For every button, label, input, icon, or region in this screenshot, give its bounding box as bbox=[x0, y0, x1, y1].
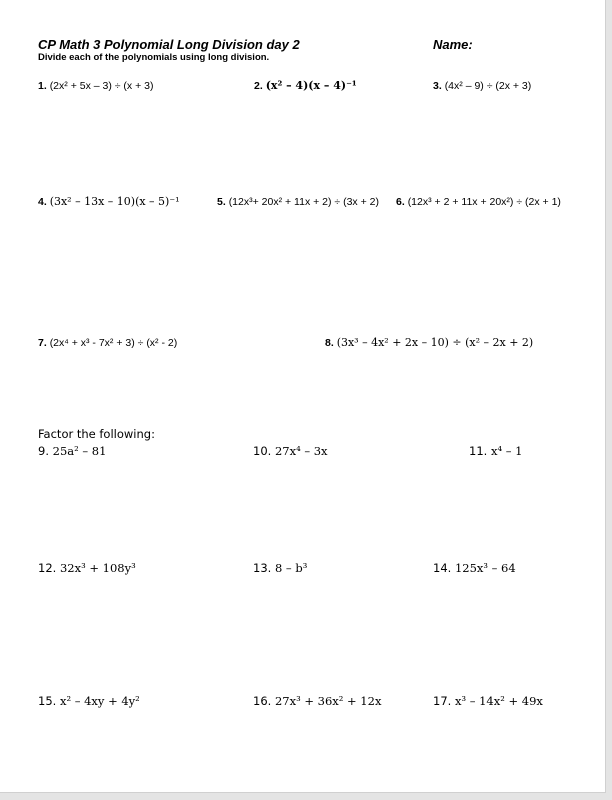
problem-9 bbox=[38, 444, 106, 458]
problem-5 bbox=[217, 196, 379, 208]
problem-17 bbox=[433, 694, 543, 708]
problem-number: 12. bbox=[38, 561, 57, 575]
problem-15 bbox=[38, 694, 140, 708]
problem-number: 17. bbox=[433, 694, 452, 708]
problem-4 bbox=[38, 195, 180, 208]
problem-number: 6. bbox=[396, 196, 405, 208]
instructions: Divide each of the polynomials using long division. bbox=[38, 52, 270, 63]
problem-number: 16. bbox=[253, 694, 272, 708]
problem-2 bbox=[254, 79, 357, 92]
problem-number: 11. bbox=[469, 444, 488, 458]
problem-expression: 27x³ + 36x² + 12x bbox=[274, 694, 382, 708]
problem-expression: 8 – b³ bbox=[274, 561, 308, 575]
problem-number: 9. bbox=[38, 444, 49, 458]
problem-16 bbox=[253, 694, 381, 708]
problem-number: 3. bbox=[433, 80, 442, 92]
problem-number: 5. bbox=[217, 196, 226, 208]
problem-number: 10. bbox=[253, 444, 272, 458]
problem-number: 8. bbox=[325, 337, 334, 349]
problem-6 bbox=[396, 196, 561, 208]
problem-10 bbox=[253, 444, 328, 458]
problem-expression: (2x⁴ + x³ - 7x² + 3) ÷ (x² - 2) bbox=[49, 337, 178, 349]
problem-1 bbox=[38, 80, 153, 92]
problem-14 bbox=[433, 561, 516, 575]
problem-expression: 125x³ – 64 bbox=[454, 561, 516, 575]
problem-expression: (12x³+ 20x² + 11x + 2) ÷ (3x + 2) bbox=[228, 196, 379, 208]
problem-8 bbox=[325, 336, 533, 349]
problem-expression: 25a² – 81 bbox=[52, 444, 107, 458]
problem-3 bbox=[433, 80, 531, 92]
problem-expression: (4x² – 9) ÷ (2x + 3) bbox=[444, 80, 532, 92]
problem-expression: (2x² + 5x – 3) ÷ (x + 3) bbox=[49, 80, 154, 92]
problem-number: 14. bbox=[433, 561, 452, 575]
problem-number: 4. bbox=[38, 196, 47, 208]
problem-13 bbox=[253, 561, 307, 575]
problem-11 bbox=[469, 444, 522, 458]
problem-expression: x⁴ – 1 bbox=[490, 444, 523, 458]
problem-number: 7. bbox=[38, 337, 47, 349]
page-shadow-right bbox=[606, 0, 612, 800]
page-title: CP Math 3 Polynomial Long Division day 2 bbox=[38, 37, 300, 52]
name-label: Name: bbox=[433, 37, 473, 52]
problem-12 bbox=[38, 561, 136, 575]
problem-expression: 32x³ + 108y³ bbox=[59, 561, 136, 575]
problem-expression: (3x³ – 4x² + 2x – 10) ÷ (x² – 2x + 2) bbox=[336, 336, 534, 349]
problem-expression: 27x⁴ – 3x bbox=[274, 444, 328, 458]
problem-number: 1. bbox=[38, 80, 47, 92]
problem-number: 15. bbox=[38, 694, 57, 708]
page-shadow-bottom bbox=[0, 793, 612, 800]
problem-7 bbox=[38, 337, 177, 349]
section-heading: Factor the following: bbox=[38, 427, 155, 441]
problem-expression: (x² – 4)(x – 4)⁻¹ bbox=[265, 79, 357, 92]
problem-number: 2. bbox=[254, 80, 263, 92]
problem-expression: (3x² – 13x – 10)(x – 5)⁻¹ bbox=[49, 195, 180, 208]
problem-expression: x² – 4xy + 4y² bbox=[59, 694, 140, 708]
problem-expression: x³ – 14x² + 49x bbox=[454, 694, 543, 708]
problem-number: 13. bbox=[253, 561, 272, 575]
problem-expression: (12x³ + 2 + 11x + 20x²) ÷ (2x + 1) bbox=[407, 196, 561, 208]
